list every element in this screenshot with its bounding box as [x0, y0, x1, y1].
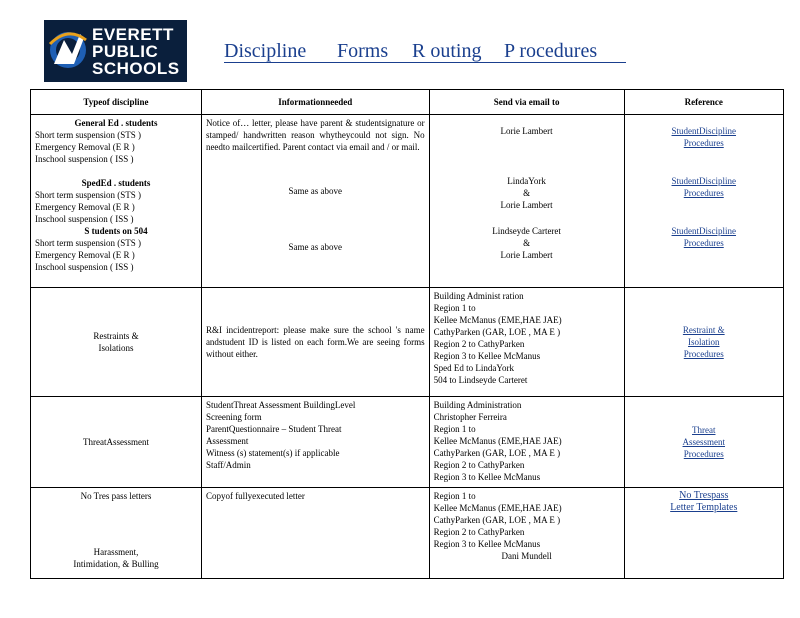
district-logo: [44, 20, 187, 82]
s504-send-line-1: Lindseyde Carteret: [492, 226, 561, 236]
send-line: Dani Mundell: [501, 551, 552, 561]
restraint-reference-cell: [624, 288, 783, 397]
trespass-send-cell: [429, 488, 624, 579]
general-iss: Inschool suspension ( ISS ): [35, 154, 134, 164]
send-line: CathyParken (GAR, LOE , MA E ): [433, 515, 561, 525]
send-line: Building Administ ration: [433, 291, 524, 301]
trespass-info-cell: Copyof fullyexecuted letter: [201, 488, 429, 579]
table-row: [31, 288, 784, 397]
sped-send-line-2: &: [523, 188, 531, 198]
restraint-type-line-2: Isolations: [98, 343, 134, 353]
sped-iss: Inschool suspension ( ISS ): [35, 214, 134, 224]
no-trespass-templates-link[interactable]: No Trespass Letter Templates: [670, 490, 738, 513]
general-info-text: Notice of… letter, please have parent & studentsignature or stamped/ handwritten reason whytheycould not sign. No needto mailcertified. Parent contact via email and / or mail.: [205, 118, 425, 152]
s504-info-text: Same as above: [288, 242, 343, 252]
general-sts: Short term suspension (STS ): [35, 130, 142, 140]
table-row: [31, 488, 784, 579]
sped-er: Emergency Removal (E R ): [35, 202, 135, 212]
reference-cell: [624, 115, 783, 288]
restraint-type-line-1: Restraints &: [93, 331, 139, 341]
general-send-text: Lorie Lambert: [500, 126, 553, 136]
header-type: Typeof discipline: [31, 90, 202, 115]
s504-title: S tudents on 504: [84, 226, 148, 236]
general-er: Emergency Removal (E R ): [35, 142, 135, 152]
sped-send-line-3: Lorie Lambert: [500, 200, 553, 210]
sped-info-text: Same as above: [288, 186, 343, 196]
info-needed-cell: [201, 115, 429, 288]
student-discipline-link-2[interactable]: StudentDiscipline Procedures: [671, 176, 737, 198]
send-line: 504 to Lindseyde Carteret: [433, 375, 528, 385]
harassment-line-1: Harassment,: [93, 547, 139, 557]
send-line: Christopher Ferreira: [433, 412, 507, 422]
send-to-cell: [429, 115, 624, 288]
s504-send-line-3: Lorie Lambert: [500, 250, 553, 260]
school-emblem-icon: [44, 20, 92, 82]
send-line: Region 1 to: [433, 491, 476, 501]
send-line: Region 3 to Kellee McManus: [433, 472, 541, 482]
info-line: Witness (s) statement(s) if applicable: [205, 448, 340, 458]
title-word-4: P rocedures: [504, 40, 598, 62]
s504-er: Emergency Removal (E R ): [35, 250, 135, 260]
send-line: Building Administration: [433, 400, 522, 410]
send-line: Kellee McManus (EME,HAE JAE): [433, 315, 562, 325]
general-ed-title: General Ed . students: [74, 118, 158, 128]
send-line: Region 2 to CathyParken: [433, 460, 525, 470]
threat-reference-cell: [624, 397, 783, 488]
page-title: [224, 40, 626, 63]
header-send: Send via email to: [429, 90, 624, 115]
send-line: Region 2 to CathyParken: [433, 527, 525, 537]
restraint-info-cell: [201, 288, 429, 397]
trespass-type-line: No Tres pass letters: [80, 491, 152, 501]
send-line: Sped Ed to LindaYork: [433, 363, 514, 373]
send-line: CathyParken (GAR, LOE , MA E ): [433, 327, 561, 337]
restraint-type-cell: [31, 288, 202, 397]
sped-sts: Short term suspension (STS ): [35, 190, 142, 200]
header-row: [31, 90, 784, 115]
restraint-info-text: R&I incidentreport: please make sure the school 's name andstudent ID is listed on each form.We are seeing forms without either.: [205, 325, 425, 359]
info-line: StudentThreat Assessment BuildingLevel: [205, 400, 356, 410]
title-word-3: R outing: [412, 40, 482, 62]
send-line: Region 1 to: [433, 303, 476, 313]
info-line: Staff/Admin: [205, 460, 251, 470]
trespass-type-cell: [31, 488, 202, 579]
send-line: Region 2 to CathyParken: [433, 339, 525, 349]
sped-ed-title: SpedEd . students: [81, 178, 151, 188]
logo-line-2: PUBLIC: [92, 42, 159, 61]
student-discipline-link-1[interactable]: StudentDiscipline Procedures: [671, 126, 737, 148]
title-word-1: Discipline: [224, 40, 307, 62]
restraint-isolation-link[interactable]: Restraint & Isolation Procedures: [682, 325, 725, 359]
logo-line-3: SCHOOLS: [92, 59, 180, 78]
trespass-reference-cell: [624, 488, 783, 579]
send-line: Kellee McManus (EME,HAE JAE): [433, 503, 562, 513]
info-line: Screening form: [205, 412, 262, 422]
info-line: Assessment: [205, 436, 249, 446]
table-row: [31, 115, 784, 288]
threat-send-cell: [429, 397, 624, 488]
title-word-2: Forms: [337, 40, 389, 62]
restraint-send-cell: [429, 288, 624, 397]
routing-table: [30, 89, 784, 579]
table-row: [31, 397, 784, 488]
info-line: ParentQuestionnaire – Student Threat: [205, 424, 342, 434]
s504-sts: Short term suspension (STS ): [35, 238, 142, 248]
s504-iss: Inschool suspension ( ISS ): [35, 262, 134, 272]
student-discipline-link-3[interactable]: StudentDiscipline Procedures: [671, 226, 737, 248]
s504-send-line-2: &: [523, 238, 531, 248]
discipline-types-cell: [31, 115, 202, 288]
header-info: Informationneeded: [201, 90, 429, 115]
send-line: Region 1 to: [433, 424, 476, 434]
sped-send-line-1: LindaYork: [507, 176, 546, 186]
send-line: Kellee McManus (EME,HAE JAE): [433, 436, 562, 446]
logo-line-1: EVERETT: [92, 25, 174, 44]
send-line: Region 3 to Kellee McManus: [433, 539, 541, 549]
send-line: CathyParken (GAR, LOE , MA E ): [433, 448, 561, 458]
harassment-line-2: Intimidation, & Bulling: [73, 559, 159, 569]
send-line: Region 3 to Kellee McManus: [433, 351, 541, 361]
threat-assessment-link[interactable]: Threat Assessment Procedures: [682, 425, 726, 459]
header-reference: Reference: [624, 90, 783, 115]
threat-type-cell: ThreatAssessment: [31, 397, 202, 488]
threat-info-cell: [201, 397, 429, 488]
